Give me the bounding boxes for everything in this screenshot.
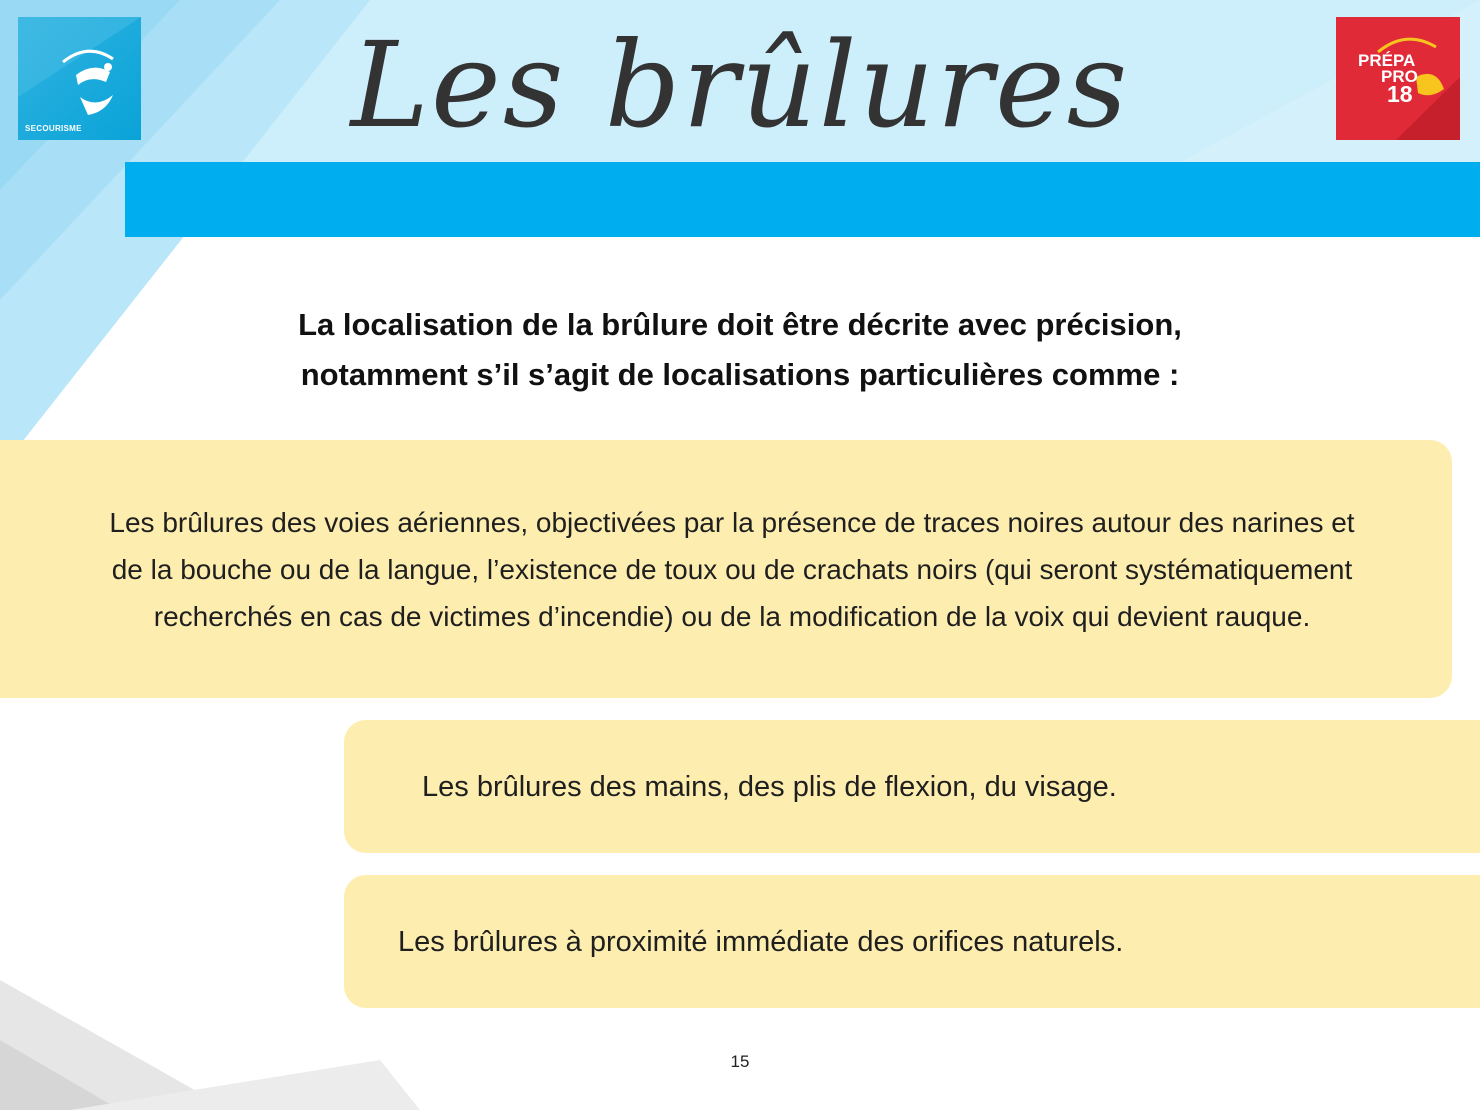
item-box-orifices [344,875,1480,1008]
intro-text [240,300,1240,400]
logo-text-line1: PRÉPA [1358,51,1416,70]
intro-line-1: La localisation de la brûlure doit être décrite avec précision, [298,307,1182,342]
item-box-airways [0,440,1452,698]
logo-caption: SECOURISME [25,124,82,133]
item-box-hands [344,720,1480,853]
page-number: 15 [730,1052,750,1071]
item-line: de la bouche ou de la langue, l’existence de toux ou de crachats noirs (qui seront systématiquement [111,553,1353,585]
intro-line-2: notamment s’il s’agit de localisations particulières comme : [300,357,1180,392]
item-text: Les brûlures des mains, des plis de flexion, du visage. [422,770,1117,803]
slide-title: Les brûlures [350,16,1130,154]
title-accent-band [125,162,1480,237]
logo-text-line3: 18 [1387,81,1413,107]
item-line: Les brûlures des voies aériennes, objectivées par la présence de traces noires autour des narines et [109,506,1355,538]
item-text [42,499,1422,640]
logo-text-line2: PRO [1381,67,1418,86]
item-text: Les brûlures à proximité immédiate des orifices naturels. [398,925,1124,958]
item-line: recherchés en cas de victimes d’incendie) ou de la modification de la voix qui devient rauque. [153,600,1311,632]
